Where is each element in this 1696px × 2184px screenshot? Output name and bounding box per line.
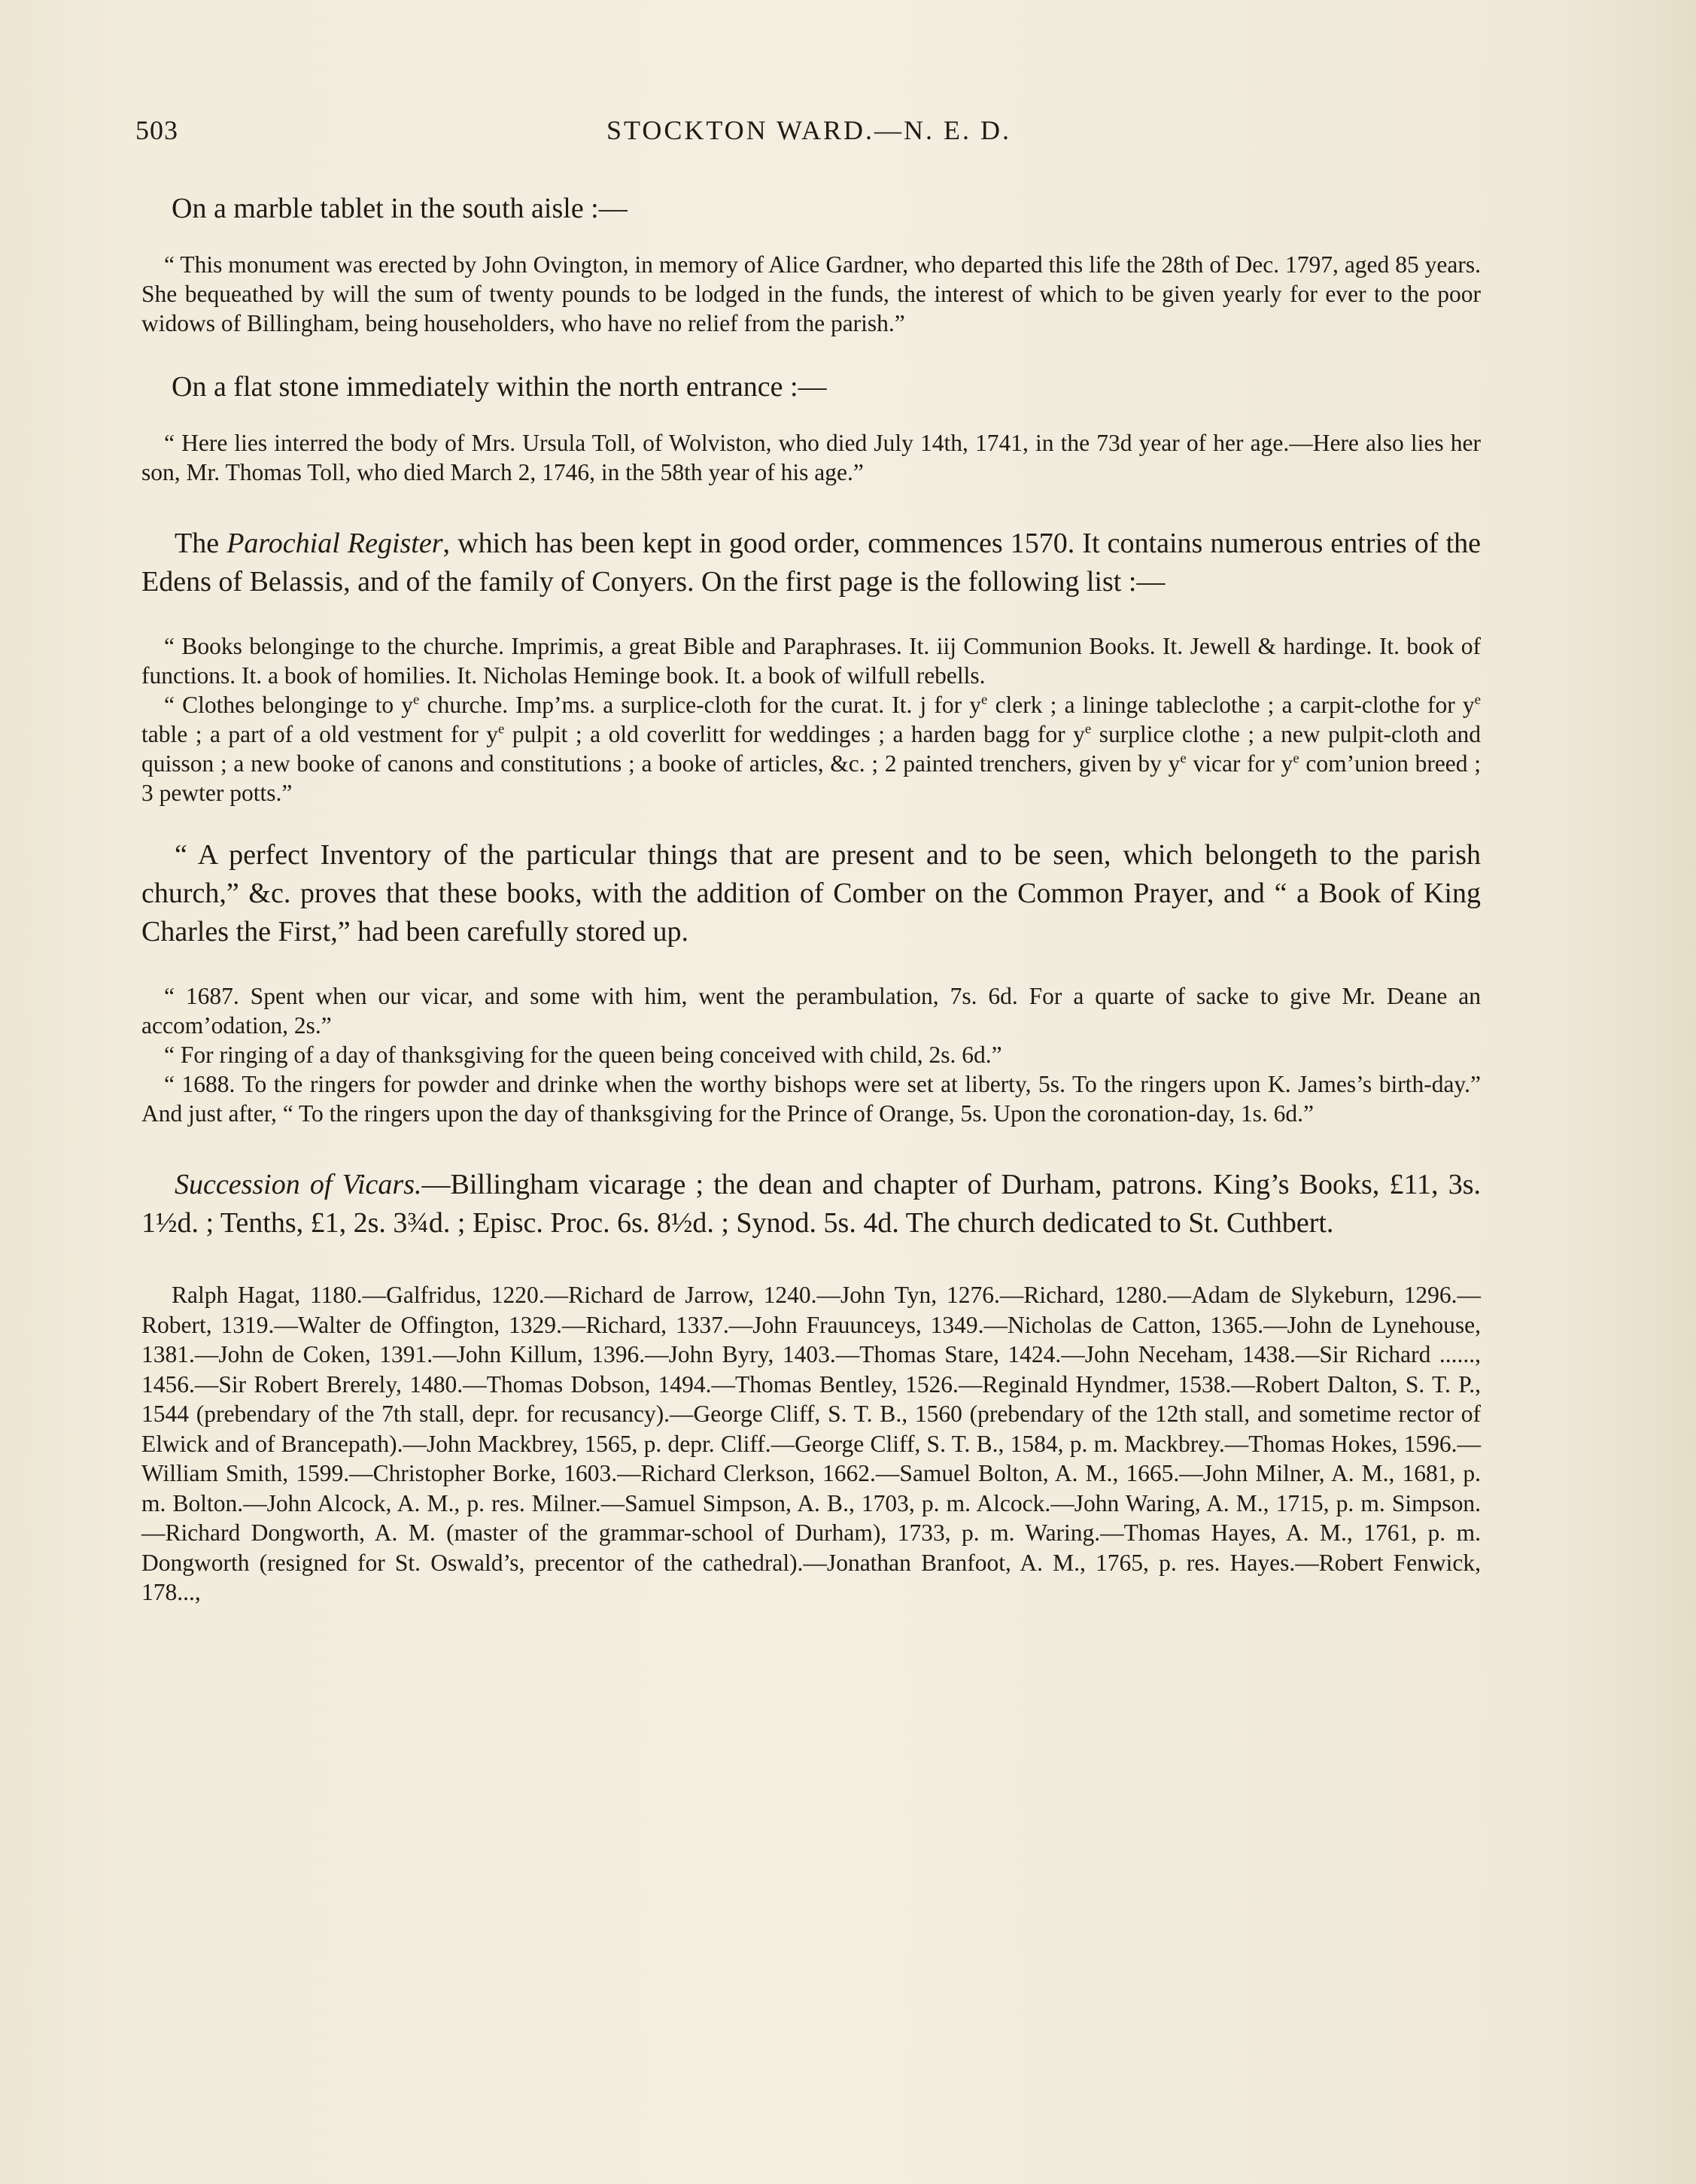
page-number: 503 <box>135 115 178 145</box>
clothes-text: com’union breed ; 3 pewter potts.” <box>141 750 1481 806</box>
register-lead: The <box>175 528 227 559</box>
succession-text: —Billingham vicarage ; the dean and chapter of Durham, patrons. King’s Books, £11, 3s. 1½d. ; Tenths, £1, 2s. 3¾d. ; Episc. Proc. 6s. 8½d. ; Synod. 5s. 4d. The church dedicated to St. Cuthbert. <box>141 1169 1481 1239</box>
south-aisle-inscription: “ This monument was erected by John Ovington, in memory of Alice Gardner, who departed this life the 28th of Dec. 1797, aged 85 years. She bequeathed by will the sum of twenty pounds to be lodged in the funds, the interest of which to be given yearly for ever to the poor widows of Billingham, being householders, who have no relief from the parish.” <box>141 251 1481 336</box>
south-aisle-intro: On a marble tablet in the south aisle :— <box>172 193 628 224</box>
clothes-text: clerk ; a lininge tableclothe ; a carpit-clothe for y <box>987 692 1475 718</box>
page-body <box>141 190 1481 1608</box>
register-text: , which has been kept in good order, commences 1570. It contains numerous entries of the Edens of Belassis, and of the family of Conyers. On the first page is the following list :— <box>141 528 1481 598</box>
parochial-register-paragraph <box>141 525 1481 601</box>
clothes-text: surplice clothe ; a new pulpit-cloth and quisson ; a new booke of canons and constitutions ; a booke of articles, &c. ; 2 painted trenchers, given by y <box>141 721 1482 777</box>
superscript: e <box>1293 750 1299 767</box>
clothes-text: vicar for y <box>1186 750 1293 777</box>
register-title: Parochial Register <box>226 528 443 559</box>
clothes-text: table ; a part of a old vestment for y <box>141 721 499 747</box>
north-entrance-inscription: “ Here lies interred the body of Mrs. Ursula Toll, of Wolviston, who died July 14th, 1741, in the 73d year of her age.—Here also lies her son, Mr. Thomas Toll, who died March 2, 1746, in the 58th year of his age.” <box>141 430 1481 485</box>
clothes-text: pulpit ; a old coverlitt for weddinges ; a harden bagg for y <box>504 721 1085 747</box>
clothes-list-quote <box>141 690 1481 808</box>
superscript: e <box>413 692 420 708</box>
account-entry-1688: “ 1688. To the ringers for powder and drinke when the worthy bishops were set at liberty, 5s. To the ringers upon K. James’s birth-day.” And just after, “ To the ringers upon the day of thanksgiving for the Prince of Orange, 5s. Upon the coronation-day, 1s. 6d.” <box>141 1071 1481 1127</box>
succession-paragraph <box>141 1166 1481 1243</box>
vicars-list: Ralph Hagat, 1180.—Galfridus, 1220.—Richard de Jarrow, 1240.—John Tyn, 1276.—Richard, 1280.—Adam de Slykeburn, 1296.—Robert, 1319.—Walter de Offington, 1329.—Richard, 1337.—John Frauunceys, 1349.—Nicholas de Catton, 1365.—John de Lynehouse, 1381.—John de Coken, 1391.—John Killum, 1396.—John Byry, 1403.—Thomas Stare, 1424.—John Neceham, 1438.—Sir Richard ......, 1456.—Sir Robert Brerely, 1480.—Thomas Dobson, 1494.—Thomas Bentley, 1526.—Reginald Hyndmer, 1538.—Robert Dalton, S. T. P., 1544 (prebendary of the 7th stall, depr. for recusancy).—George Cliff, S. T. B., 1560 (prebendary of the 12th stall, and sometime rector of Elwick and of Brancepath).—John Mackbrey, 1565, p. depr. Cliff.—George Cliff, S. T. B., 1584, p. m. Mackbrey.—Thomas Hokes, 1596.—William Smith, 1599.—Christopher Borke, 1603.—Richard Clerkson, 1662.—Samuel Bolton, A. M., 1665.—John Milner, A. M., 1681, p. m. Bolton.—John Alcock, A. M., p. res. Milner.—Samuel Simpson, A. B., 1703, p. m. Alcock.—John Waring, A. M., 1715, p. m. Simpson.—Richard Dongworth, A. M. (master of the grammar-school of Durham), 1733, p. m. Waring.—Thomas Hayes, A. M., 1761, p. m. Dongworth (resigned for St. Oswald’s, precentor of the cathedral).—Jonathan Branfoot, A. M., 1765, p. res. Hayes.—Robert Fenwick, 178..., <box>141 1282 1481 1605</box>
books-list-quote: “ Books belonginge to the churche. Imprimis, a great Bible and Paraphrases. It. iij Communion Books. It. Jewell & hardinge. It. book of functions. It. a book of homilies. It. Nicholas Heminge book. It. a book of wilfull rebells. <box>141 633 1481 689</box>
north-entrance-intro: On a flat stone immediately within the north entrance :— <box>172 371 827 403</box>
superscript: e <box>981 692 988 708</box>
succession-title: Succession of Vicars. <box>175 1169 422 1200</box>
inventory-paragraph: “ A perfect Inventory of the particular things that are present and to be seen, which belongeth to the parish church,” &c. proves that these books, with the addition of Comber on the Common Prayer, and “ a Book of King Charles the First,” had been carefully stored up. <box>141 839 1481 948</box>
running-title: STOCKTON WARD.—N. E. D. <box>606 115 1012 145</box>
superscript: e <box>1084 721 1092 738</box>
account-entry-thanksgiving: “ For ringing of a day of thanksgiving for the queen being conceived with child, 2s. 6d.” <box>164 1042 1002 1068</box>
clothes-text: churche. Imp’ms. a surplice-cloth for the curat. It. j for y <box>419 692 982 718</box>
clothes-text: “ Clothes belonginge to y <box>164 692 414 718</box>
account-entry-1687: “ 1687. Spent when our vicar, and some with him, went the perambulation, 7s. 6d. For a quarte of sacke to give Mr. Deane an accom’odation, 2s.” <box>141 983 1481 1039</box>
page-header <box>135 114 1482 160</box>
superscript: e <box>1180 750 1187 767</box>
superscript: e <box>1474 692 1482 708</box>
superscript: e <box>498 721 505 738</box>
